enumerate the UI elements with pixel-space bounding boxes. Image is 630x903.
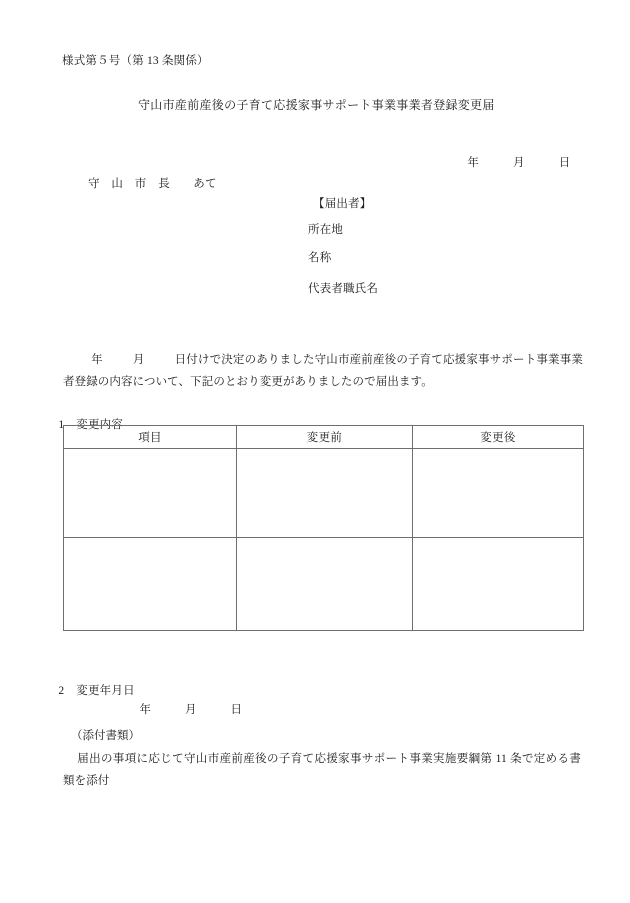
submitter-address-label: 所在地 xyxy=(308,224,344,236)
table-row xyxy=(64,538,584,631)
body-date-year: 年 xyxy=(91,354,103,366)
section-2-label: 変更年月日 xyxy=(76,685,135,697)
page-title: 守山市産前産後の子育て応援家事サポート事業事業者登録変更届 xyxy=(138,98,495,112)
cell-after-2[interactable] xyxy=(413,538,584,631)
date-day-label: 日 xyxy=(558,156,571,169)
change-date-year: 年 xyxy=(139,704,151,716)
addressee: 守 山 市 長 あて xyxy=(88,178,217,190)
section-2-number: 2 xyxy=(58,685,65,697)
column-header-after: 変更後 xyxy=(413,426,584,449)
attachment-text xyxy=(63,748,581,793)
cell-after-1[interactable] xyxy=(413,449,584,538)
change-details-table xyxy=(63,425,584,631)
change-date-line xyxy=(128,689,242,729)
change-date-day: 日 xyxy=(230,704,242,716)
attachment-heading: （添付書類） xyxy=(71,730,140,742)
table-header-row xyxy=(64,426,584,449)
date-year-label: 年 xyxy=(467,156,480,169)
submitter-heading: 【届出者】 xyxy=(313,198,372,210)
date-month-label: 月 xyxy=(513,156,525,169)
section-2-heading xyxy=(46,670,135,710)
table-row xyxy=(64,449,584,538)
cell-before-2[interactable] xyxy=(237,538,413,631)
submitter-representative-label: 代表者職氏名 xyxy=(308,283,379,295)
body-paragraph-text: 日付けで決定のありました守山市産前産後の子育て応援家事サポート事業事業者登録の内容について、下記のとおり変更がありましたので届出ます。 xyxy=(63,354,583,389)
body-paragraph xyxy=(63,349,583,394)
body-date-month: 月 xyxy=(132,354,145,366)
column-header-item: 項目 xyxy=(64,426,237,449)
submission-date-line xyxy=(455,137,570,190)
column-header-before: 変更前 xyxy=(237,426,413,449)
section-1-number: 1 xyxy=(58,419,65,431)
cell-item-1[interactable] xyxy=(64,449,237,538)
cell-before-1[interactable] xyxy=(237,449,413,538)
attachment-text-value: 届出の事項に応じて守山市産前産後の子育て応援家事サポート事業実施要綱第 11 条で定める書類を添付 xyxy=(63,753,581,788)
form-number: 様式第５号（第 13 条関係） xyxy=(62,55,209,67)
change-date-month: 月 xyxy=(185,704,197,716)
submitter-name-label: 名称 xyxy=(308,252,332,264)
section-1-label: 変更内容 xyxy=(76,419,124,431)
cell-item-2[interactable] xyxy=(64,538,237,631)
